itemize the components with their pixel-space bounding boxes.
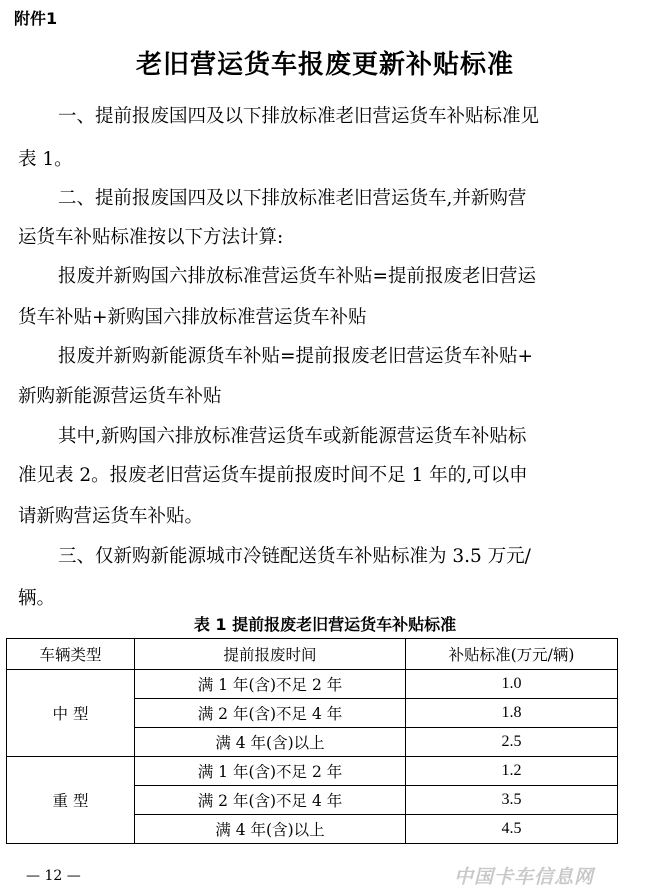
paragraph-line: 其中,新购国六排放标准营运货车或新能源营运货车补贴标 bbox=[58, 426, 527, 447]
attachment-label: 附件1 bbox=[14, 9, 58, 28]
paragraph-line: 报废并新购新能源货车补贴=提前报废老旧营运货车补贴+ bbox=[58, 346, 534, 367]
header-vehicle-type: 车辆类型 bbox=[7, 639, 135, 670]
subsidy-cell: 4.5 bbox=[406, 815, 618, 844]
paragraph-line: 运货车补贴标准按以下方法计算: bbox=[18, 227, 284, 248]
header-scrap-time: 提前报废时间 bbox=[135, 639, 406, 670]
vehicle-type-cell: 重 型 bbox=[7, 757, 135, 844]
header-subsidy: 补贴标准(万元/辆) bbox=[406, 639, 618, 670]
scrap-time-cell: 满 4 年(含)以上 bbox=[135, 815, 406, 844]
subsidy-cell: 3.5 bbox=[406, 786, 618, 815]
scrap-time-cell: 满 1 年(含)不足 2 年 bbox=[135, 670, 406, 699]
paragraph-line: 一、提前报废国四及以下排放标准老旧营运货车补贴标准见 bbox=[58, 106, 540, 127]
paragraph-line: 请新购营运货车补贴。 bbox=[18, 506, 204, 527]
table-header-row bbox=[7, 639, 618, 670]
subsidy-cell: 1.2 bbox=[406, 757, 618, 786]
paragraph-line: 货车补贴+新购国六排放标准营运货车补贴 bbox=[18, 307, 367, 328]
subsidy-cell: 1.0 bbox=[406, 670, 618, 699]
paragraph-line: 报废并新购国六排放标准营运货车补贴=提前报废老旧营运 bbox=[58, 266, 537, 287]
page-number: — 12 — bbox=[26, 868, 81, 884]
paragraph-line: 新购新能源营运货车补贴 bbox=[18, 386, 222, 407]
paragraph-line: 二、提前报废国四及以下排放标准老旧营运货车,并新购营 bbox=[58, 188, 527, 209]
table-row bbox=[7, 670, 618, 699]
subsidy-table bbox=[6, 638, 618, 844]
scrap-time-cell: 满 2 年(含)不足 4 年 bbox=[135, 786, 406, 815]
subsidy-cell: 2.5 bbox=[406, 728, 618, 757]
scrap-time-cell: 满 4 年(含)以上 bbox=[135, 728, 406, 757]
paragraph-line: 准见表 2。报废老旧营运货车提前报废时间不足 1 年的,可以申 bbox=[18, 465, 528, 486]
document-title: 老旧营运货车报废更新补贴标准 bbox=[135, 50, 514, 80]
paragraph-line: 表 1。 bbox=[18, 149, 73, 170]
paragraph-line: 三、仅新购新能源城市冷链配送货车补贴标准为 3.5 万元/ bbox=[58, 546, 531, 567]
scrap-time-cell: 满 1 年(含)不足 2 年 bbox=[135, 757, 406, 786]
scrap-time-cell: 满 2 年(含)不足 4 年 bbox=[135, 699, 406, 728]
vehicle-type-cell: 中 型 bbox=[7, 670, 135, 757]
table-title: 表 1 提前报废老旧营运货车补贴标准 bbox=[193, 615, 457, 634]
paragraph-line: 辆。 bbox=[18, 588, 56, 609]
subsidy-cell: 1.8 bbox=[406, 699, 618, 728]
table-row bbox=[7, 757, 618, 786]
watermark-logo: 中国卡车信息网 bbox=[454, 866, 595, 888]
